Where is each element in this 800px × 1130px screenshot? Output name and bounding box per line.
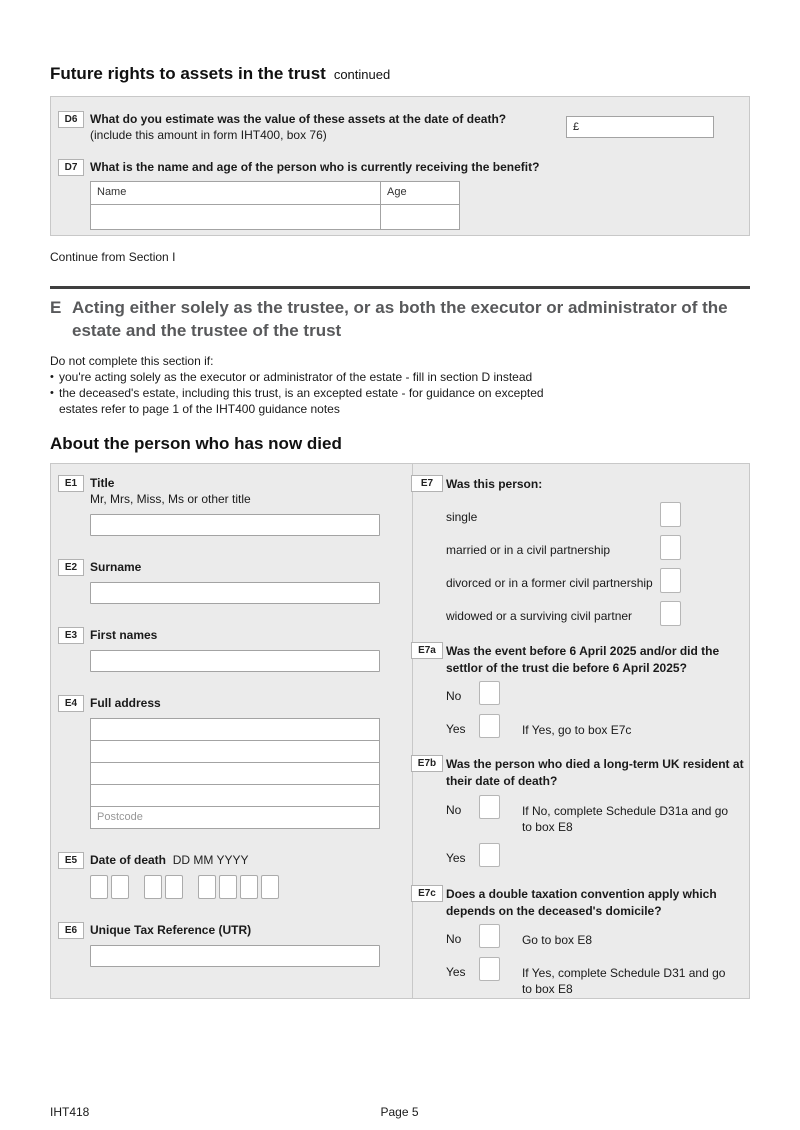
box-number-e7b: E7b: [411, 755, 443, 772]
section-e-panel: [50, 463, 750, 999]
page-title-continued: continued: [333, 67, 391, 82]
field-d7: [58, 159, 749, 230]
option-label-married: married or in a civil partnership: [445, 543, 611, 557]
option-label-single: single: [445, 510, 478, 524]
option-row-single: [446, 502, 681, 527]
utr-input[interactable]: [90, 945, 380, 967]
e7b-yes-row: [446, 843, 749, 867]
date-box-month-2[interactable]: [165, 875, 183, 899]
field-e7c: [413, 885, 749, 997]
date-box-year-2[interactable]: [219, 875, 237, 899]
page-footer: [50, 1105, 750, 1119]
d6-question: What do you estimate was the value of these assets at the date of death?: [90, 112, 507, 126]
e7b-yes-label: Yes: [445, 851, 466, 865]
e4-label: Full address: [90, 696, 161, 710]
box-number-e2: E2: [58, 559, 84, 576]
section-e-letter: E: [50, 298, 62, 317]
box-number-e5: E5: [58, 852, 84, 869]
box-number-e7c: E7c: [411, 885, 443, 902]
e7a-yes-label: Yes: [445, 722, 466, 736]
name-age-table: [90, 181, 460, 230]
d6-value-input[interactable]: [566, 116, 714, 138]
e7c-question: Does a double taxation convention apply which depends on the deceased's domicile?: [445, 887, 717, 918]
field-e5: [58, 852, 412, 899]
box-number-d7: D7: [58, 159, 84, 176]
e7b-no-checkbox[interactable]: [479, 795, 500, 819]
box-number-e7a: E7a: [411, 642, 443, 659]
section-d-panel: [50, 96, 750, 236]
date-box-day-1[interactable]: [90, 875, 108, 899]
e7a-no-row: [446, 681, 749, 705]
form-number: IHT418: [50, 1105, 90, 1119]
right-column: [412, 464, 749, 998]
intro-bullet-1: • you're acting solely as the executor or administrator of the estate - fill in section D instead: [50, 369, 565, 385]
e7b-question: Was the person who died a long-term UK resident at their date of death?: [445, 757, 744, 788]
intro-line: Do not complete this section if:: [50, 354, 214, 368]
left-column: [51, 464, 412, 998]
box-number-e6: E6: [58, 922, 84, 939]
pound-sign: £: [573, 121, 580, 133]
title-input[interactable]: [90, 514, 380, 536]
name-cell-input[interactable]: [91, 205, 381, 229]
postcode-input[interactable]: Postcode: [90, 806, 380, 829]
e2-label: Surname: [90, 560, 142, 574]
box-number-e7: E7: [411, 475, 443, 492]
address-block: [90, 718, 380, 829]
checkbox-married[interactable]: [660, 535, 681, 560]
checkbox-widowed[interactable]: [660, 601, 681, 626]
e7c-yes-note: If Yes, complete Schedule D31 and go to box E8: [521, 966, 726, 996]
section-e-intro: [50, 353, 750, 417]
section-divider-rule: [50, 286, 750, 289]
box-number-e1: E1: [58, 475, 84, 492]
e1-hint: Mr, Mrs, Miss, Ms or other title: [90, 492, 251, 506]
e7c-yes-checkbox[interactable]: [479, 957, 500, 981]
surname-input[interactable]: [90, 582, 380, 604]
e1-label: Title: [90, 476, 115, 490]
e6-label: Unique Tax Reference (UTR): [90, 923, 252, 937]
field-e6: [58, 922, 412, 967]
e7a-no-checkbox[interactable]: [479, 681, 500, 705]
e7c-yes-row: [446, 957, 749, 997]
date-box-year-4[interactable]: [261, 875, 279, 899]
page-title: [50, 64, 750, 84]
section-e-heading: [50, 296, 750, 342]
checkbox-divorced[interactable]: [660, 568, 681, 593]
e3-label: First names: [90, 628, 158, 642]
name-column-header: Name: [91, 182, 381, 204]
field-e7b: [413, 755, 749, 867]
age-cell-input[interactable]: [381, 205, 459, 229]
e7c-no-row: [446, 924, 749, 948]
box-number-e3: E3: [58, 627, 84, 644]
page-number: Page 5: [380, 1105, 419, 1119]
field-e2: [58, 559, 412, 604]
box-number-e4: E4: [58, 695, 84, 712]
address-line-4[interactable]: [90, 784, 380, 807]
e7b-no-label: No: [445, 803, 462, 817]
date-box-year-1[interactable]: [198, 875, 216, 899]
e5-date-format: DD MM YYYY: [172, 853, 249, 867]
e7a-yes-checkbox[interactable]: [479, 714, 500, 738]
first-names-input[interactable]: [90, 650, 380, 672]
address-line-1[interactable]: [90, 718, 380, 741]
e7c-no-checkbox[interactable]: [479, 924, 500, 948]
e7b-no-note: If No, complete Schedule D31a and go to box E8: [521, 804, 729, 834]
field-e7: [413, 475, 749, 634]
about-person-heading: About the person who has now died: [50, 434, 342, 453]
e7a-question: Was the event before 6 April 2025 and/or did the settlor of the trust die before 6 April 2025?: [445, 644, 720, 675]
option-row-widowed: [446, 601, 681, 626]
option-label-widowed: widowed or a surviving civil partner: [445, 609, 633, 623]
e7c-no-note: Go to box E8: [521, 933, 593, 947]
field-e4: [58, 695, 412, 829]
page-title-text: Future rights to assets in the trust: [50, 64, 326, 83]
address-line-2[interactable]: [90, 740, 380, 763]
date-box-month-1[interactable]: [144, 875, 162, 899]
e7b-yes-checkbox[interactable]: [479, 843, 500, 867]
e7c-yes-label: Yes: [445, 965, 466, 979]
box-number-d6: D6: [58, 111, 84, 128]
option-row-divorced: [446, 568, 681, 593]
d7-question: What is the name and age of the person who is currently receiving the benefit?: [90, 160, 540, 174]
option-row-married: [446, 535, 681, 560]
d6-note: (include this amount in form IHT400, box 76): [90, 128, 327, 142]
field-e7a: [413, 642, 749, 738]
e7c-no-label: No: [445, 932, 462, 946]
field-e3: [58, 627, 412, 672]
e7-question: Was this person:: [445, 477, 543, 491]
e7a-no-label: No: [445, 689, 462, 703]
e5-label: Date of death DD MM YYYY: [90, 853, 249, 867]
continue-note: Continue from Section I: [50, 250, 176, 264]
option-label-divorced: divorced or in a former civil partnership: [445, 576, 653, 590]
date-box-day-2[interactable]: [111, 875, 129, 899]
e7a-yes-row: [446, 714, 749, 738]
date-of-death-boxes: [90, 875, 412, 899]
field-e1: [58, 475, 412, 536]
intro-bullet-2: • the deceased's estate, including this trust, is an excepted estate - for guidance on excepted estates refer to page 1 of the IHT400 guidance notes: [50, 385, 565, 417]
section-e-heading-text: Acting either solely as the trustee, or as both the executor or administrator of the estate and the trustee of the trust: [72, 298, 728, 340]
e7b-no-row: [446, 795, 749, 835]
age-column-header: Age: [387, 186, 407, 198]
address-line-3[interactable]: [90, 762, 380, 785]
checkbox-single[interactable]: [660, 502, 681, 527]
e7a-yes-note: If Yes, go to box E7c: [521, 723, 632, 737]
date-box-year-3[interactable]: [240, 875, 258, 899]
